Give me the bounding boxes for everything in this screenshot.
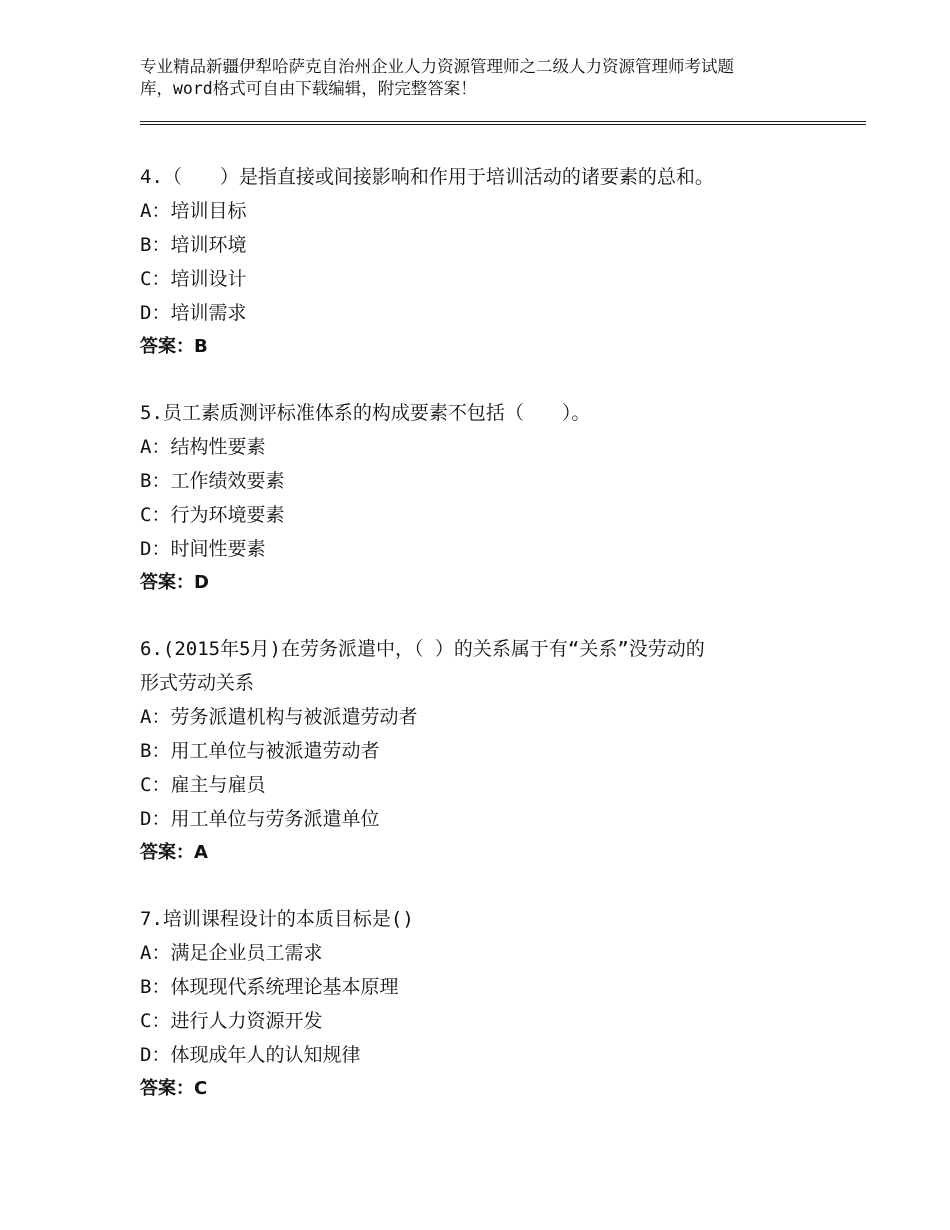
option-c: C：雇主与雇员 <box>140 774 266 796</box>
document-header <box>140 56 840 100</box>
header-divider-top <box>140 121 866 122</box>
option-c: C：进行人力资源开发 <box>140 1010 323 1032</box>
question-stem: 7.培训课程设计的本质目标是() <box>140 908 414 930</box>
header-title-line-1: 专业精品新疆伊犁哈萨克自治州企业人力资源管理师之二级人力资源管理师考试题 <box>140 57 734 76</box>
answer-label: 答案：D <box>140 572 209 593</box>
option-b: B：培训环境 <box>140 234 247 256</box>
answer-label: 答案：B <box>140 336 208 357</box>
question-4 <box>140 160 860 364</box>
option-d: D：时间性要素 <box>140 538 266 560</box>
question-stem: 5.员工素质测评标准体系的构成要素不包括（ ）。 <box>140 402 591 424</box>
option-a: A：结构性要素 <box>140 436 266 458</box>
option-a: A：劳务派遣机构与被派遣劳动者 <box>140 706 418 728</box>
header-title-line-2: 库，word格式可自由下载编辑，附完整答案！ <box>140 79 477 98</box>
option-b: B：工作绩效要素 <box>140 470 285 492</box>
option-d: D：体现成年人的认知规律 <box>140 1044 361 1066</box>
option-b: B：用工单位与被派遣劳动者 <box>140 740 380 762</box>
option-a: A：满足企业员工需求 <box>140 942 323 964</box>
question-7 <box>140 902 860 1106</box>
answer-label: 答案：A <box>140 842 208 863</box>
question-stem: 4.（ ）是指直接或间接影响和作用于培训活动的诸要素的总和。 <box>140 166 714 188</box>
option-c: C：行为环境要素 <box>140 504 285 526</box>
option-d: D：培训需求 <box>140 302 247 324</box>
question-6 <box>140 632 860 870</box>
answer-label: 答案：C <box>140 1078 208 1099</box>
question-stem-line-2: 形式劳动关系 <box>140 672 255 694</box>
option-a: A：培训目标 <box>140 200 247 222</box>
option-d: D：用工单位与劳务派遣单位 <box>140 808 380 830</box>
question-list <box>140 160 860 1138</box>
header-divider-bottom <box>140 124 866 125</box>
question-stem-line-1: 6.(2015年5月)在劳务派遣中，（ ）的关系属于有“关系”没劳动的 <box>140 638 705 660</box>
question-5 <box>140 396 860 600</box>
option-b: B：体现现代系统理论基本原理 <box>140 976 399 998</box>
option-c: C：培训设计 <box>140 268 247 290</box>
